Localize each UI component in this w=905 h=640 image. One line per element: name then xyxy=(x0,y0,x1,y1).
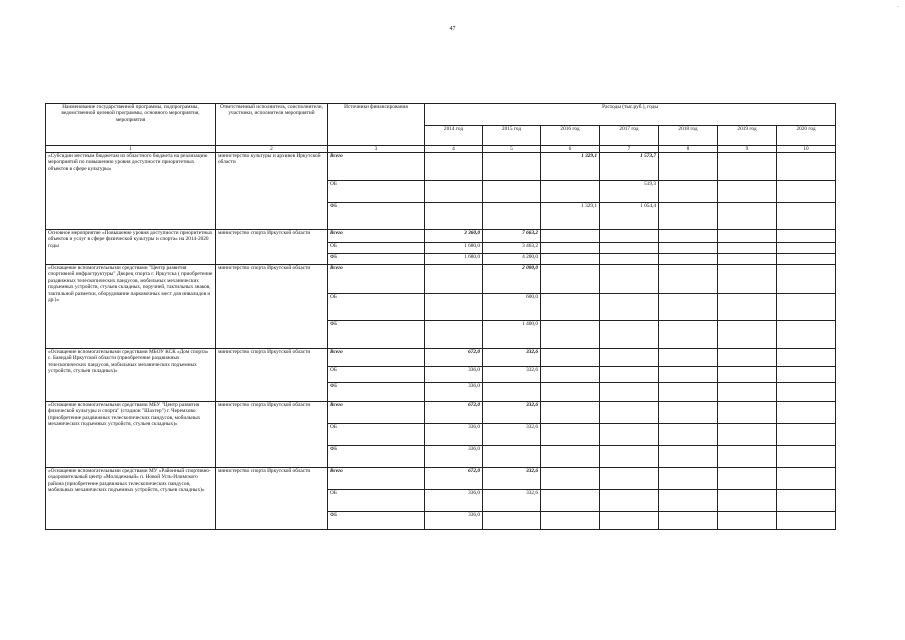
funding-source: ФБ xyxy=(328,383,425,402)
expense-cell: 336,0 xyxy=(425,490,483,512)
corner-mark: .. xyxy=(896,4,899,9)
expense-cell xyxy=(718,383,777,402)
budget-table xyxy=(45,103,836,530)
expense-cell: 3 360,0 xyxy=(425,230,483,243)
header-source: Источники финансирования xyxy=(328,104,425,146)
expense-cell xyxy=(718,321,777,349)
expense-cell xyxy=(777,254,836,265)
expense-cell xyxy=(600,254,659,265)
expense-cell: 332,6 xyxy=(483,349,541,367)
expense-cell xyxy=(600,349,659,367)
expense-cell xyxy=(777,203,836,230)
header-year: 2018 год xyxy=(659,126,718,146)
measure-name: Основное мероприятие «Повышение уровня доступности приоритетных объектов и услуг в сфере физической культуры и спорта» на 2014-2020 годы xyxy=(46,230,216,265)
expense-cell xyxy=(541,321,600,349)
expense-cell: 332,6 xyxy=(483,468,541,490)
expense-cell xyxy=(541,446,600,468)
expense-cell xyxy=(777,490,836,512)
column-number: 4 xyxy=(425,146,483,153)
expense-cell: 1 329,1 xyxy=(541,203,600,230)
responsible-executor: министерство спорта Иркутской области xyxy=(216,402,328,468)
expense-cell xyxy=(425,321,483,349)
funding-source: Всего xyxy=(328,230,425,243)
expense-cell xyxy=(600,446,659,468)
expense-cell xyxy=(777,383,836,402)
expense-cell xyxy=(541,367,600,383)
expense-cell xyxy=(659,153,718,181)
expense-cell xyxy=(718,254,777,265)
header-name: Наименование государственной программы, подпрограммы, ведомственной целевой программы, основного мероприятия, мероприятия xyxy=(46,104,216,146)
expense-cell xyxy=(600,468,659,490)
measure-name: «Оснащение вспомогательными средствами МБУ "Центр развития физической культуры и спорта" (стадион "Шахтер") г. Черемхово (приобретение раздвижных телескопических пандусов, мобильных механических подъемных устройств, стульев складных)» xyxy=(46,402,216,468)
column-number: 6 xyxy=(541,146,600,153)
expense-cell: 1 400,0 xyxy=(483,321,541,349)
expense-cell xyxy=(600,383,659,402)
expense-cell xyxy=(718,468,777,490)
responsible-executor: министерство спорта Иркутской области xyxy=(216,349,328,402)
expense-cell: 1 573,7 xyxy=(600,153,659,181)
expense-cell: 1 329,1 xyxy=(541,153,600,181)
expense-cell xyxy=(659,468,718,490)
expense-cell xyxy=(425,153,483,181)
funding-source: ОБ xyxy=(328,181,425,203)
table-row xyxy=(46,230,836,243)
header-year: 2019 год xyxy=(718,126,777,146)
expense-cell xyxy=(718,512,777,530)
expense-cell xyxy=(541,349,600,367)
funding-source: ФБ xyxy=(328,254,425,265)
expense-cell xyxy=(659,349,718,367)
expense-cell xyxy=(659,402,718,424)
expense-cell xyxy=(777,349,836,367)
expense-cell xyxy=(659,424,718,446)
expense-cell xyxy=(777,230,836,243)
funding-source: ОБ xyxy=(328,490,425,512)
funding-source: ФБ xyxy=(328,203,425,230)
expense-cell xyxy=(541,230,600,243)
expense-cell: 1 680,0 xyxy=(425,254,483,265)
expense-cell xyxy=(483,446,541,468)
funding-source: ОБ xyxy=(328,243,425,254)
expense-cell xyxy=(541,265,600,294)
expense-cell xyxy=(659,230,718,243)
expense-cell xyxy=(718,153,777,181)
funding-source: Всего xyxy=(328,349,425,367)
expense-cell xyxy=(777,243,836,254)
table-row xyxy=(46,402,836,424)
expense-cell xyxy=(718,181,777,203)
expense-cell xyxy=(483,203,541,230)
funding-source: ОБ xyxy=(328,294,425,321)
expense-cell xyxy=(600,402,659,424)
funding-source: ФБ xyxy=(328,446,425,468)
header-year: 2020 год xyxy=(777,126,836,146)
table-row xyxy=(46,349,836,367)
expense-cell: 7 663,2 xyxy=(483,230,541,243)
expense-cell xyxy=(718,446,777,468)
expense-cell xyxy=(541,402,600,424)
responsible-executor: министерство культуры и архивов Иркутской области xyxy=(216,153,328,230)
expense-cell xyxy=(425,203,483,230)
expense-cell xyxy=(425,181,483,203)
expense-cell xyxy=(718,203,777,230)
funding-source: ОБ xyxy=(328,367,425,383)
expense-cell: 2 000,0 xyxy=(483,265,541,294)
expense-cell: 336,0 xyxy=(425,446,483,468)
expense-cell xyxy=(659,490,718,512)
expense-cell xyxy=(483,512,541,530)
column-number: 7 xyxy=(600,146,659,153)
funding-source: ОБ xyxy=(328,424,425,446)
measure-name: «Оснащение вспомогательными средствами МУ «Районный спортивно-оздоровительный центр «Молодежный» п. Новой Усть-Илимского района (приобретение раздвижных телескопических пандусов, мобильных механических подъемных устройств, стульев складных)» xyxy=(46,468,216,530)
measure-name: «Оснащение вспомогательными средствами "Центр развития спортивной инфраструктуры" Дворец спорта г. Иркутска ( приобретение раздвижных телескопических пандусов, мобильных механических подъемных устройств, стульев складных, поручней, тактильных знаков, тактильной разметки, оборудование парковочных мест для инвалидов и др.)» xyxy=(46,265,216,349)
table-row xyxy=(46,468,836,490)
expense-cell: 3 463,2 xyxy=(483,243,541,254)
expense-cell xyxy=(659,243,718,254)
expense-cell: 332,6 xyxy=(483,402,541,424)
expense-cell: 672,0 xyxy=(425,402,483,424)
expense-cell xyxy=(659,181,718,203)
expense-cell: 336,0 xyxy=(425,383,483,402)
expense-cell xyxy=(777,446,836,468)
measure-name: «Оснащение вспомогательными средствами МБОУ КСК «Дом спорта» с. Баяндай Иркутской области (приобретение раздвижных телескопических пандусов, мобильных механических подъемных устройств, стульев складных)» xyxy=(46,349,216,402)
funding-source: Всего xyxy=(328,402,425,424)
expense-cell xyxy=(777,512,836,530)
table-row xyxy=(46,265,836,294)
expense-cell xyxy=(718,402,777,424)
header-year: 2015 год xyxy=(483,126,541,146)
column-number: 8 xyxy=(659,146,718,153)
responsible-executor: министерство спорта Иркутской области xyxy=(216,265,328,349)
responsible-executor: министерство спорта Иркутской области xyxy=(216,468,328,530)
expense-cell xyxy=(600,265,659,294)
column-number-row xyxy=(46,146,836,153)
expense-cell xyxy=(777,321,836,349)
expense-cell: 1 680,0 xyxy=(425,243,483,254)
measure-name: «Субсидии местным бюджетам из областного бюджета на реализацию мероприятий по повышению уровня доступности приоритетных объектов в сфере культуры» xyxy=(46,153,216,230)
expense-cell xyxy=(541,424,600,446)
expense-cell xyxy=(718,367,777,383)
column-number: 1 xyxy=(46,146,216,153)
expense-cell: 332,6 xyxy=(483,424,541,446)
expense-cell xyxy=(718,424,777,446)
expense-cell xyxy=(600,490,659,512)
expense-cell xyxy=(777,424,836,446)
table-body xyxy=(46,153,836,530)
expense-cell xyxy=(659,446,718,468)
funding-source: Всего xyxy=(328,153,425,181)
expense-cell xyxy=(600,424,659,446)
expense-cell xyxy=(600,230,659,243)
expense-cell: 600,0 xyxy=(483,294,541,321)
expense-cell xyxy=(718,294,777,321)
expense-cell xyxy=(541,383,600,402)
expense-cell xyxy=(425,294,483,321)
responsible-executor: министерство спорта Иркутской области xyxy=(216,230,328,265)
column-number: 2 xyxy=(216,146,328,153)
expense-cell xyxy=(777,153,836,181)
expense-cell xyxy=(777,367,836,383)
expense-cell: 336,0 xyxy=(425,424,483,446)
header-expenses: Расходы (тыс.руб.), годы xyxy=(425,104,836,126)
expense-cell xyxy=(541,181,600,203)
table-header xyxy=(46,104,836,153)
expense-cell xyxy=(600,321,659,349)
header-year: 2017 год xyxy=(600,126,659,146)
expense-cell: 519,3 xyxy=(600,181,659,203)
expense-cell: 332,6 xyxy=(483,490,541,512)
expense-cell xyxy=(718,490,777,512)
expense-cell: 336,0 xyxy=(425,367,483,383)
expense-cell: 672,0 xyxy=(425,468,483,490)
expense-cell xyxy=(541,243,600,254)
expense-cell xyxy=(777,181,836,203)
expense-cell: 1 054,4 xyxy=(600,203,659,230)
expense-cell xyxy=(541,254,600,265)
expense-cell xyxy=(659,321,718,349)
expense-cell xyxy=(777,294,836,321)
expense-cell xyxy=(483,181,541,203)
expense-cell xyxy=(718,243,777,254)
expense-cell: 4 200,0 xyxy=(483,254,541,265)
expense-cell xyxy=(600,243,659,254)
expense-cell xyxy=(600,294,659,321)
expense-cell xyxy=(483,153,541,181)
expense-cell xyxy=(659,203,718,230)
funding-source: Всего xyxy=(328,265,425,294)
header-year: 2016 год xyxy=(541,126,600,146)
expense-cell xyxy=(659,383,718,402)
expense-cell xyxy=(600,512,659,530)
expense-cell: 332,6 xyxy=(483,367,541,383)
column-number: 9 xyxy=(718,146,777,153)
funding-source: Всего xyxy=(328,468,425,490)
header-responsible: Ответственный исполнитель, соисполнители, участники, исполнители мероприятий xyxy=(216,104,328,146)
expense-cell xyxy=(777,402,836,424)
table-row xyxy=(46,153,836,181)
expense-cell xyxy=(659,512,718,530)
expense-cell: 336,0 xyxy=(425,512,483,530)
expense-cell xyxy=(600,367,659,383)
expense-cell xyxy=(541,512,600,530)
expense-cell xyxy=(541,490,600,512)
expense-cell xyxy=(777,468,836,490)
funding-source: ФБ xyxy=(328,321,425,349)
column-number: 3 xyxy=(328,146,425,153)
expense-cell xyxy=(659,367,718,383)
expense-cell xyxy=(718,349,777,367)
funding-source: ФБ xyxy=(328,512,425,530)
expense-cell: 672,0 xyxy=(425,349,483,367)
expense-cell xyxy=(777,265,836,294)
page-number: 47 xyxy=(449,26,456,32)
expense-cell xyxy=(541,294,600,321)
expense-cell xyxy=(659,265,718,294)
expense-cell xyxy=(659,254,718,265)
expense-cell xyxy=(425,265,483,294)
expense-cell xyxy=(718,230,777,243)
expense-cell xyxy=(718,265,777,294)
expense-cell xyxy=(659,294,718,321)
header-year: 2014 год xyxy=(425,126,483,146)
expense-cell xyxy=(541,468,600,490)
expense-cell xyxy=(483,383,541,402)
column-number: 5 xyxy=(483,146,541,153)
column-number: 10 xyxy=(777,146,836,153)
